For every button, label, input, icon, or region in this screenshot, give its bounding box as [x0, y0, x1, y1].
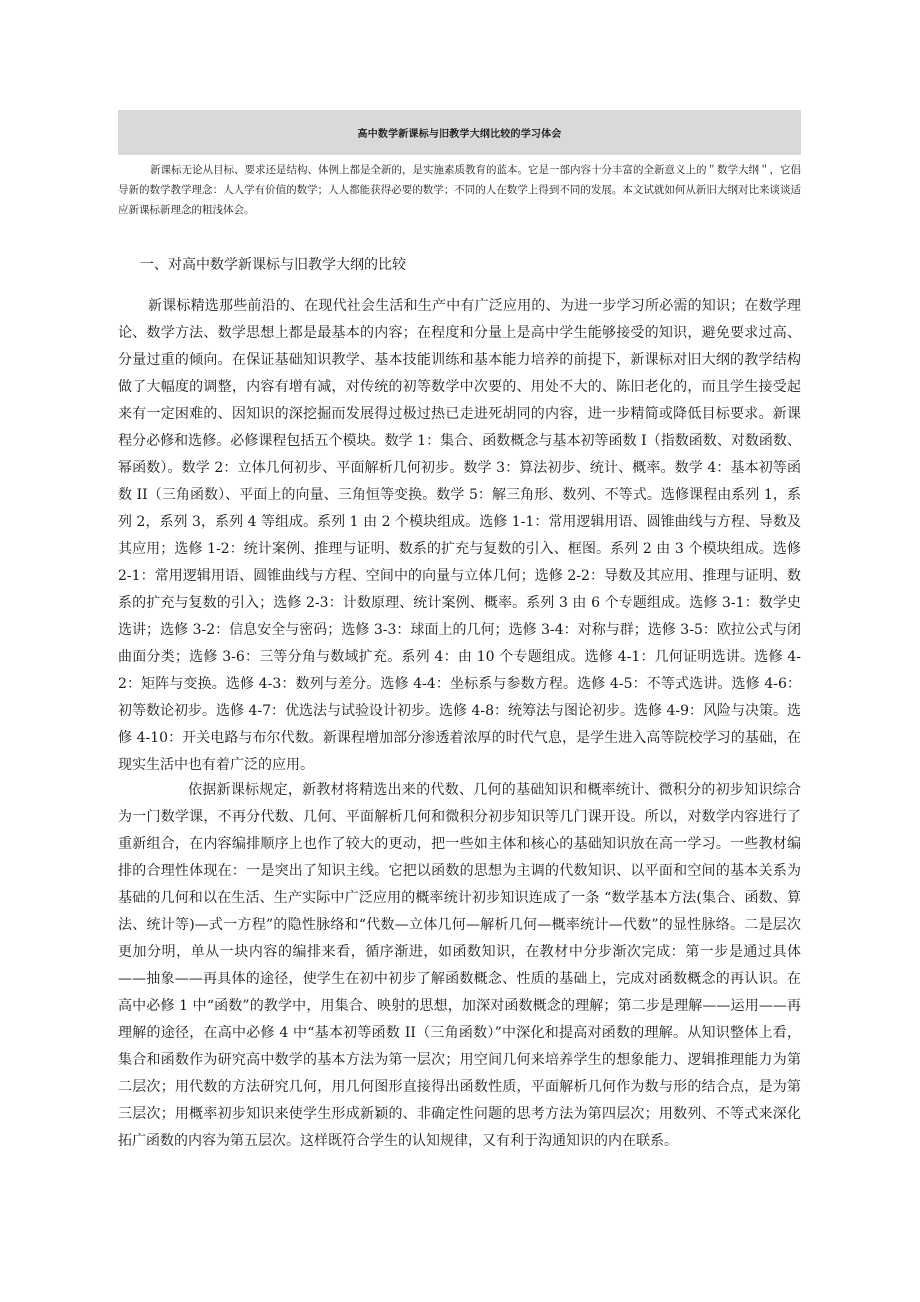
body-paragraph-2: 依据新课标规定，新教材将精选出来的代数、几何的基础知识和概率统计、微积分的初步知识综合为一门数学课，不再分代数、几何、平面解析几何和微积分初步知识等几门课开设。所以，对数学内容进行了重新组合，在内容编排顺序上也作了较大的更动，把一些如主体和核心的基础知识放在高一学习。一些教材编排的合理性体现在：一是突出了知识主线。它把以函数的思想为主调的代数知识、以平面和空间的基本关系为基础的几何和以在生活、生产实际中广泛应用的概率统计初步知识连成了一条 “数学基本方法(集合、函数、算法、统计等)—式一方程”的隐性脉络和“代数—立体几何—解析几何—概率统计—代数”的显性脉络。二是层次更加分明，单从一块内容的编排来看，循序渐进，如函数知识，在教材中分步渐次完成：第一步是通过具体——抽象——再具体的途径，使学生在初中初步了解函数概念、性质的基础上，完成对函数概念的再认识。在高中必修 1 中“函数”的教学中，用集合、映射的思想，加深对函数概念的理解；第二步是理解——运用——再理解的途径，在高中必修 4 中“基本初等函数 II（三角函数）”中深化和提高对函数的理解。从知识整体上看，集合和函数作为研究高中数学的基本方法为第一层次；用空间几何来培养学生的想象能力、逻辑推理能力为第二层次；用代数的方法研究几何，用几何图形直接得出函数性质，平面解析几何作为数与形的结合点，是为第三层次；用概率初步知识来使学生形成新颖的、非确定性问题的思考方法为第四层次；用数列、不等式来深化拓广函数的内容为第五层次。这样既符合学生的认知规律，又有利于沟通知识的内在联系。: [118, 782, 801, 1149]
intro-paragraph: 新课标无论从目标、要求还是结构、体例上都是全新的，是实施素质教育的蓝本。它是一部内容十分丰富的全新意义上的＂数学大纲＂，它倡导新的数学教学理念：人人学有价值的数学；人人都能获得必要的数学；不同的人在数学上得到不同的发展。本文试就如何从新旧大纲对比来谈谈适应新课标新理念的粗浅体会。: [118, 164, 801, 216]
section-heading: 一、对高中数学新课标与旧教学大纲的比较: [140, 257, 406, 273]
body-paragraph-1: 新课标精选那些前沿的、在现代社会生活和生产中有广泛应用的、为进一步学习所必需的知识；在数学理论、数学方法、数学思想上都是最基本的内容；在程度和分量上是高中学生能够接受的知识，避免要求过高、分量过重的倾向。在保证基础知识教学、基本技能训练和基本能力培养的前提下，新课标对旧大纲的教学结构做了大幅度的调整，内容有增有减，对传统的初等数学中次要的、用处不大的、陈旧老化的，而且学生接受起来有一定困难的、因知识的深挖掘而发展得过极过热已走进死胡同的内容，进一步精简或降低目标要求。新课程分必修和选修。必修课程包括五个模块。数学 1：集合、函数概念与基本初等函数 I（指数函数、对数函数、幂函数）。数学 2：立体几何初步、平面解析几何初步。数学 3：算法初步、统计、概率。数学 4：基本初等函数 II（三角函数）、平面上的向量、三角恒等变换。数学 5：解三角形、数列、不等式。选修课程由系列 1，系列 2，系列 3，系列 4 等组成。系列 1 由 2 个模块组成。选修 1-1：常用逻辑用语、圆锥曲线与方程、导数及其应用；选修 1-2：统计案例、推理与证明、数系的扩充与复数的引入、框图。系列 2 由 3 个模块组成。选修 2-1：常用逻辑用语、圆锥曲线与方程、空间中的向量与立体几何；选修 2-2：导数及其应用、推理与证明、数系的扩充与复数的引入；选修 2-3：计数原理、统计案例、概率。系列 3 由 6 个专题组成。选修 3-1：数学史选讲；选修 3-2：信息安全与密码；选修 3-3：球面上的几何；选修 3-4：对称与群；选修 3-5：欧拉公式与闭曲面分类；选修 3-6：三等分角与数域扩充。系列 4：由 10 个专题组成。选修 4-1：几何证明选讲。选修 4-2：矩阵与变换。选修 4-3：数列与差分。选修 4-4：坐标系与参数方程。选修 4-5：不等式选讲。选修 4-6：初等数论初步。选修 4-7：优选法与试验设计初步。选修 4-8：统筹法与图论初步。选修 4-9：风险与决策。选修 4-10：开关电路与布尔代数。新课程增加部分渗透着浓厚的时代气息，是学生进入高等院校学习的基础，在现实生活中也有着广泛的应用。: [118, 298, 801, 773]
document-title: 高中数学新课标与旧教学大纲比较的学习体会: [357, 129, 562, 140]
title-band: [118, 110, 801, 155]
